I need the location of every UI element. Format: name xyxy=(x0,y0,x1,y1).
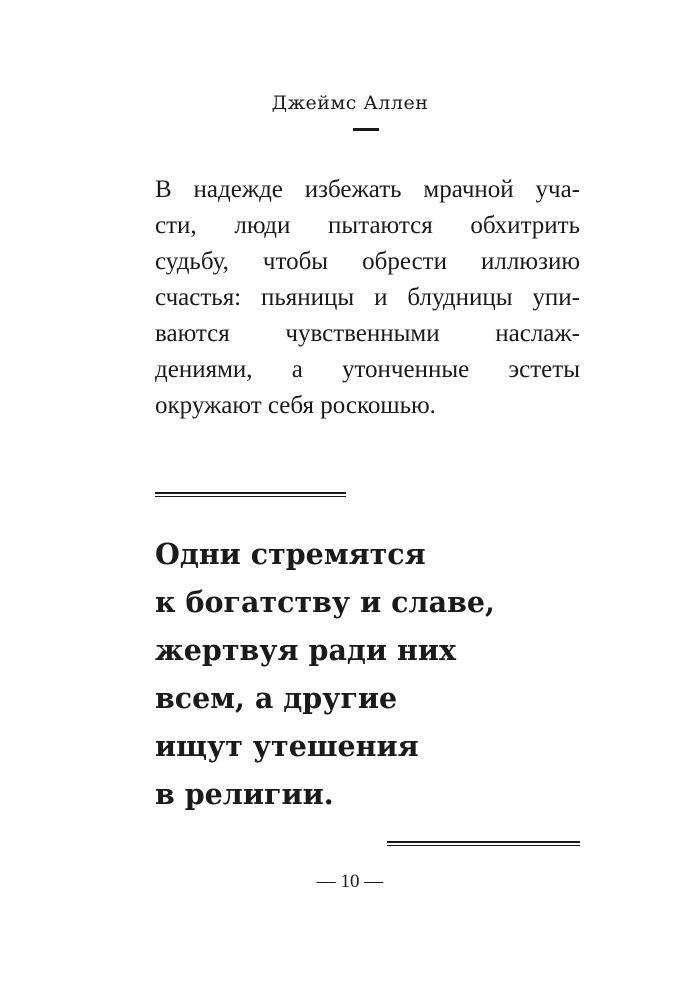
quote-rule-top xyxy=(155,492,346,497)
quote-rule-bottom xyxy=(387,841,580,846)
quote-line: жертвуя ради них xyxy=(155,633,456,667)
body-paragraph xyxy=(155,172,580,424)
body-line: сти, люди пытаются обхитрить xyxy=(155,212,580,239)
running-header: Джеймс Аллен xyxy=(271,92,429,114)
quote-line: к богатству и славе, xyxy=(155,585,495,619)
page-number: — 10 — xyxy=(316,871,384,892)
quote-line: в религии. xyxy=(155,777,334,811)
quote-line: всем, а другие xyxy=(155,681,398,715)
body-line: ваются чувственными наслаж- xyxy=(155,320,580,347)
header-underline xyxy=(353,128,379,131)
body-line: счастья: пьяницы и блудницы упи- xyxy=(155,284,580,311)
pull-quote xyxy=(155,530,575,818)
quote-line: ищут утешения xyxy=(155,729,419,763)
body-line: окружают себя роскошью. xyxy=(155,392,436,419)
quote-line: Одни стремятся xyxy=(155,537,426,571)
body-line: судьбу, чтобы обрести иллюзию xyxy=(155,248,580,275)
body-line: В надежде избежать мрачной уча- xyxy=(155,176,580,203)
body-line: дениями, а утонченные эстеты xyxy=(155,356,580,383)
